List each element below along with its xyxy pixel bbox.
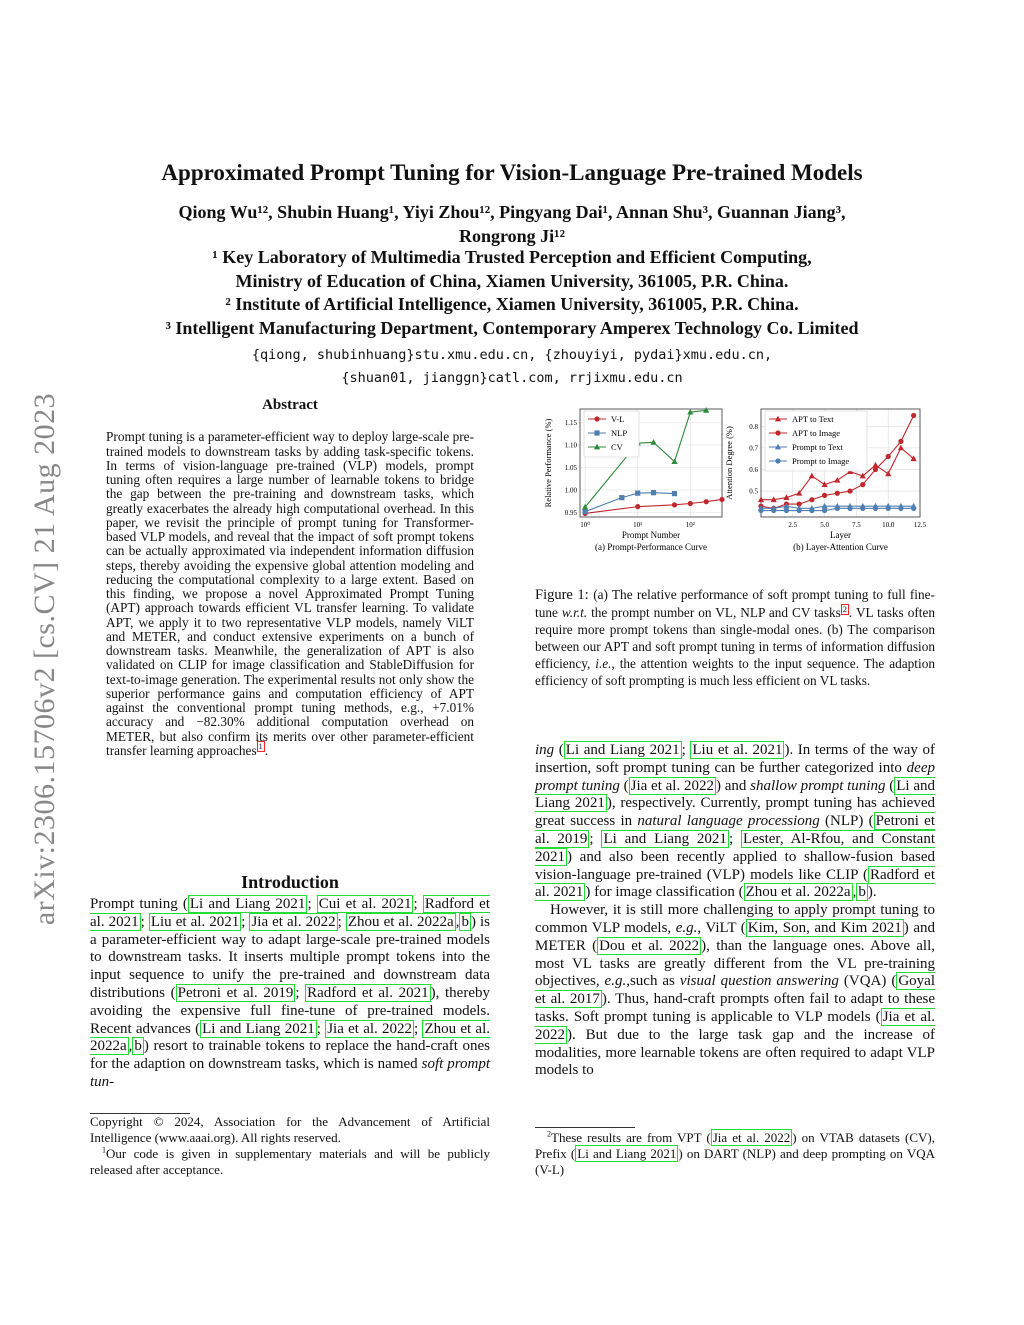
data-point: [704, 499, 709, 504]
citation-link[interactable]: Liu et al. 2021: [150, 913, 240, 930]
citation-link[interactable]: Zhou et al. 2022a: [90, 1020, 490, 1055]
citation-link[interactable]: b: [461, 913, 469, 930]
data-point: [809, 473, 815, 479]
y-axis-label: Relative Performance (%): [543, 418, 553, 508]
x-axis-label: Layer: [830, 530, 851, 540]
text-run: Prompt tuning (: [90, 896, 188, 912]
caption-run: the prompt number on VL, NLP and CV tasks: [587, 605, 841, 620]
citation-link[interactable]: Cui et al. 2021: [318, 896, 412, 912]
italic-run: e.g.: [675, 919, 698, 936]
author-line-2: Rongrong Ji¹²: [459, 226, 565, 246]
data-point: [650, 439, 656, 445]
footnote-1: [90, 1146, 490, 1178]
text-run: ) and METER (: [535, 919, 935, 954]
author-list: [100, 200, 924, 248]
text-run: (: [619, 777, 629, 794]
italic-run: deep prompt tuning: [535, 759, 935, 794]
legend-label: Prompt to Text: [792, 442, 843, 452]
data-point: [911, 413, 916, 418]
paragraph-1: [535, 742, 935, 902]
abstract-heading: Abstract: [262, 397, 318, 413]
text-run: ) on DART (NLP) and deep prompting on VQA (V-L): [535, 1146, 935, 1177]
y-tick-label: 1.10: [564, 441, 577, 450]
citation-link[interactable]: Li and Liang 2021: [565, 742, 680, 758]
italic-run: natural language processiong: [637, 813, 820, 830]
text-run: ) resort to trainable tokens to replace the hand-craft ones for the adaption on downstream tasks, which is named: [90, 1038, 490, 1073]
y-tick-label: 1.15: [564, 419, 577, 427]
citation-link[interactable]: Zhou et al. 2022a: [347, 913, 454, 930]
citation-link[interactable]: Li and Liang 2021: [535, 777, 935, 812]
text-run: ;: [307, 896, 317, 912]
arxiv-identifier-text: arXiv:2306.15706v2 [cs.CV] 21 Aug 2023: [28, 392, 61, 926]
citation-link[interactable]: b: [134, 1038, 142, 1055]
data-point: [619, 495, 624, 500]
citation-link[interactable]: Radford et al. 2021: [307, 984, 429, 1001]
y-tick-label: 0.7: [749, 444, 758, 453]
y-axis-label: Attention Degree (%): [724, 426, 734, 500]
text-run: ), respectively. Currently, prompt tuning has achieved great success in: [535, 795, 935, 830]
footnote-2: [535, 1130, 935, 1178]
legend-label: APT to Image: [792, 428, 841, 438]
text-run: ;: [241, 913, 250, 930]
text-run: ;: [295, 984, 306, 1001]
data-point: [797, 508, 802, 513]
y-tick-label: 0.95: [564, 509, 577, 517]
chart-subtitle: (a) Prompt-Performance Curve: [595, 542, 707, 552]
citation-link[interactable]: Jia et al. 2022: [712, 1130, 791, 1145]
data-point: [822, 508, 827, 513]
text-run: ) is a parameter-efficient way to adapt large-scale pre-trained models to downstream tasks. It inserts multiple prompt tokens into the input sequence to unify the pre-trained and downstream data distributions (: [90, 913, 491, 1001]
citation-link[interactable]: Kim, Son, and Kim 2021: [747, 919, 902, 936]
italic-run: e.g.: [604, 973, 627, 990]
legend-label: CV: [611, 442, 623, 452]
text-run: ). Thus, hand-craft prompts often fail to adapt to these tasks. Soft prompt tuning is applicable to VLP models (: [535, 991, 936, 1025]
abstract-body: Prompt tuning is a parameter-efficient way to deploy large-scale pre-trained models to downstream tasks by adding task-specific tokens. In terms of vision-language pre-trained (VLP) models, prompt tuning often requires a large number of learnable tokens to bridge the gap between the pre-training and downstream tasks, which greatly exacerbates the already high computational overhead. In this paper, we revisit the principle of prompt tuning for Transformer-based VLP models, and reveal that the impact of soft prompt tokens can be actually approximated via independent information diffusion steps, thereby avoiding the expensive global attention modeling and reducing the computational complexity to a large extent. Based on this finding, we propose a novel Approximated Prompt Tuning (APT) approach towards efficient VL transfer learning. To validate APT, we apply it to two representative VLP models, namely ViLT and METER, and conduct extensive experiments on a bunch of downstream tasks. Meanwhile, the generalization of APT is also validated on CLIP for image classification and StableDiffusion for text-to-image generation. The experimental results not only show the superior performance gains and computation efficiency of APT against the conventional prompt tuning methods, e.g., +7.01% accuracy and −82.30% additional computation overhead on METER, but also confirm its merits over other parameter-efficient transfer learning approaches $^1$ .: [106, 429, 474, 758]
citation-link[interactable]: Jia et al. 2022: [535, 1008, 935, 1043]
affiliation-1-line-2: Ministry of Education of China, Xiamen University, 361005, P.R. China.: [235, 270, 789, 291]
text-run: (: [554, 742, 564, 758]
legend-marker: [594, 416, 599, 421]
citation-link[interactable]: Jia et al. 2022: [327, 1020, 413, 1037]
text-run: (VQA) (: [838, 973, 897, 990]
x-tick-label: 12.5: [913, 521, 927, 529]
legend-label: NLP: [611, 428, 628, 438]
text-run: ;: [140, 913, 149, 930]
figure-1-caption: [535, 586, 935, 689]
affiliation-1-line-1: ¹ Key Laboratory of Multimedia Trusted Perception and Efficient Computing,: [212, 247, 812, 267]
italic-run: soft prompt tun-: [90, 1056, 490, 1090]
chart-subtitle: (b) Layer-Attention Curve: [793, 542, 888, 552]
text-run: ,: [852, 884, 857, 901]
footnote-ref-2[interactable]: 2: [842, 604, 847, 614]
footnote-ref-1[interactable]: 1: [258, 742, 263, 752]
text-run: ) on VTAB datasets (CV), Prefix (: [535, 1130, 935, 1161]
data-point: [873, 506, 878, 511]
figure-label: Figure 1:: [535, 587, 594, 603]
data-point: [898, 445, 904, 451]
text-run: ,: [128, 1038, 133, 1055]
data-point: [885, 471, 891, 477]
intro-heading: [90, 872, 490, 893]
italic-run: shallow prompt tuning: [750, 777, 886, 794]
text-run: ;: [728, 830, 741, 847]
citation-link[interactable]: Radford et al. 2021: [90, 896, 490, 930]
text-run: ) for image classification (: [585, 884, 744, 901]
data-point: [688, 501, 693, 506]
caption-run: . VL tasks often require more prompt tokens than single-modal ones. (b) The comparison between our APT and soft prompt tuning in terms of information diffusion efficiency,: [535, 605, 936, 671]
email-line-1: {qiong, shubinhuang}stu.xmu.edu.cn, {zhouyiyi, pydai}xmu.edu.cn,: [251, 347, 773, 363]
email-line-2: {shuan01, jianggn}catl.com, rrjixmu.edu.cn: [341, 370, 683, 386]
chart-layer-attention: [724, 409, 927, 552]
affiliations: [60, 246, 964, 340]
footnotes-left: [90, 1113, 490, 1178]
data-point: [809, 508, 814, 513]
citation-link[interactable]: Li and Liang 2021: [577, 1146, 677, 1161]
data-point: [672, 491, 677, 496]
caption-italic: w.r.t.: [561, 605, 588, 620]
x-axis-label: Prompt Number: [621, 530, 681, 540]
data-point: [860, 482, 865, 487]
text-run: ), thereby avoiding the expensive full fine-tune of pre-trained models. Recent advances (: [90, 984, 490, 1037]
x-tick-label: 10⁰: [580, 521, 591, 529]
x-tick-label: 10.0: [882, 521, 895, 529]
text-run: ).: [867, 884, 877, 901]
citation-link[interactable]: Radford et al. 2021: [535, 866, 935, 901]
caption-run: , the attention weights to the input sequence. The adaption efficiency of soft prompting is much less efficient on VL tasks.: [535, 656, 935, 688]
data-point: [860, 506, 865, 511]
caption-run: (a) The relative performance of soft prompt tuning to full fine-tune: [535, 587, 935, 620]
y-tick-label: 1.00: [564, 486, 577, 495]
citation-link[interactable]: Li and Liang 2021: [603, 830, 727, 847]
abstract-text: Prompt tuning is a parameter-efficient way to deploy large-scale pre-trained models to downstream tasks by adding task-specific tokens. In terms of vision-language pre-trained (VLP) models, prompt tuning often requires a large number of learnable tokens to bridge the gap between the pre-training and downstream tasks, which greatly exacerbates the already high computational overhead. In this paper, we revisit the principle of prompt tuning for Transformer-based VLP models, and reveal that the impact of soft prompt tokens can be actually approximated via independent information diffusion steps, thereby avoiding the expensive global attention modeling and reducing the computational complexity to a large extent. Based on this finding, we propose a novel Approximated Prompt Tuning (APT) approach towards efficient VL transfer learning. To validate APT, we apply it to two representative VLP models, namely ViLT and METER, and conduct extensive experiments on a bunch of downstream tasks. Meanwhile, the generalization of APT is also validated on CLIP for image classification and StableDiffusion for text-to-image generation. The experimental results not only show the superior performance gains and computation efficiency of APT against the conventional prompt tuning methods, e.g., +7.01% accuracy and −82.30% additional computation overhead on METER, but also confirm its merits over other parameter-efficient transfer learning approaches: [106, 429, 474, 758]
author-line-1: Qiong Wu¹², Shubin Huang¹, Yiyi Zhou¹², Pingyang Dai¹, Annan Shu³, Guannan Jiang³,: [178, 202, 846, 222]
x-tick-label: 10¹: [633, 521, 643, 529]
x-tick-label: 7.5: [852, 521, 861, 529]
footnote-rule: [535, 1127, 635, 1128]
data-point: [911, 506, 916, 511]
data-point: [847, 506, 852, 511]
data-point: [898, 506, 903, 511]
citation-link[interactable]: Petroni et al. 2019: [177, 984, 294, 1001]
text-run: ). But due to the large task gap and the increase of modalities, more learnable tokens are often required to adapt VLP models to: [535, 1026, 935, 1079]
footnote-2-mark: 2: [547, 1129, 552, 1139]
data-point: [809, 497, 814, 502]
data-point: [898, 439, 903, 444]
data-point: [651, 490, 656, 495]
data-point: [886, 506, 891, 511]
figure-1: [535, 403, 935, 568]
chart-prompt-performance: [543, 407, 725, 552]
citation-link[interactable]: Jia et al. 2022: [251, 913, 336, 930]
citation-link[interactable]: Dou et al. 2022: [599, 937, 700, 954]
text-run: ;: [589, 830, 602, 847]
citation-link[interactable]: Goyal et al. 2017: [535, 973, 935, 1008]
legend-label: Prompt to Image: [792, 456, 850, 466]
y-tick-label: 0.6: [749, 465, 758, 474]
legend-label: V-L: [611, 414, 625, 424]
y-tick-label: 1.05: [564, 464, 577, 472]
affiliation-3: ³ Intelligent Manufacturing Department, Contemporary Amperex Technology Co. Limited: [165, 317, 859, 338]
x-tick-label: 2.5: [788, 521, 798, 529]
data-point: [758, 508, 763, 513]
text-run: ;: [316, 1020, 326, 1037]
text-run: ,: [455, 913, 460, 930]
text-run: ;: [414, 1020, 423, 1037]
citation-link[interactable]: b: [858, 884, 866, 901]
italic-run: visual question answering: [679, 973, 839, 990]
text-run: ) and: [715, 777, 751, 794]
intro-paragraph: [90, 896, 490, 1092]
citation-link[interactable]: Petroni et al. 2019: [535, 813, 935, 847]
paragraph-2: [535, 902, 935, 1080]
legend-marker: [775, 430, 780, 435]
text-run: ;: [413, 896, 423, 912]
data-point: [834, 477, 840, 483]
footnote-1-text: Our code is given in supplementary materials and will be publicly released after acceptance.: [90, 1146, 490, 1177]
data-point: [582, 509, 587, 514]
series-line: [585, 493, 674, 512]
legend-marker: [775, 458, 780, 463]
y-tick-label: 0.8: [749, 422, 758, 431]
x-tick-label: 5.0: [820, 521, 829, 529]
italic-run: ing: [535, 742, 555, 758]
caption-italic: i.e.: [595, 656, 612, 671]
data-point: [672, 502, 677, 507]
citation-link[interactable]: Liu et al. 2021: [692, 742, 783, 758]
text-run: (: [885, 777, 895, 794]
legend-marker: [594, 430, 599, 435]
intro-heading-text: Introduction: [241, 872, 339, 892]
text-run: ;: [337, 913, 346, 930]
text-run: However, it is still more challenging to apply prompt tuning to common VLP models,: [535, 902, 935, 936]
data-point: [703, 407, 709, 413]
abstract-section: [106, 397, 474, 758]
data-point: [771, 508, 776, 513]
data-point: [835, 506, 840, 511]
text-run: ), than the language ones. Above all, most VL tasks are greatly different from the VL pre-training objectives,: [535, 937, 936, 990]
text-run: ) and also been recently applied to shallow-fusion based vision-language pre-trained (VLP) models like CLIP (: [535, 848, 935, 883]
text-run: ). In terms of the way of insertion, soft prompt tuning can be further categorized into: [535, 742, 935, 776]
citation-link[interactable]: Lester, Al-Rfou, and Constant 2021: [535, 830, 936, 865]
citation-link[interactable]: Jia et al. 2022: [630, 777, 714, 794]
data-point: [835, 491, 840, 496]
paper-title: Approximated Prompt Tuning for Vision-Language Pre-trained Models: [161, 160, 863, 185]
data-point: [886, 454, 891, 459]
arxiv-identifier: [20, 345, 70, 973]
text-run: ;: [681, 742, 691, 758]
text-run: These results are from VPT (: [551, 1130, 711, 1145]
affiliation-2: ² Institute of Artificial Intelligence, Xiamen University, 361005, P.R. China.: [225, 294, 799, 314]
copyright-notice: Copyright © 2024, Association for the Advancement of Artificial Intelligence (www.aaai.org). All rights reserved.: [90, 1114, 490, 1145]
y-tick-label: 0.5: [749, 487, 758, 496]
x-tick-label: 10²: [685, 521, 695, 529]
footnote-1-mark: 1: [102, 1145, 107, 1155]
author-emails: [60, 344, 964, 390]
data-point: [873, 467, 878, 472]
text-run: ,such as: [626, 973, 680, 990]
right-column-body: [535, 742, 935, 1080]
text-run: (NLP) (: [819, 813, 874, 830]
data-point: [635, 491, 640, 496]
intro-body: [90, 896, 490, 1092]
citation-link[interactable]: Zhou et al. 2022a: [745, 884, 851, 901]
data-point: [847, 488, 852, 493]
footnotes-right: [535, 1127, 935, 1178]
legend-label: APT to Text: [792, 414, 834, 424]
citation-link[interactable]: Li and Liang 2021: [202, 1020, 315, 1037]
series-line: [585, 499, 722, 513]
data-point: [784, 508, 789, 513]
text-run: , ViLT (: [697, 919, 746, 936]
citation-link[interactable]: Li and Liang 2021: [189, 896, 306, 912]
data-point: [635, 504, 640, 509]
data-point: [822, 493, 827, 498]
